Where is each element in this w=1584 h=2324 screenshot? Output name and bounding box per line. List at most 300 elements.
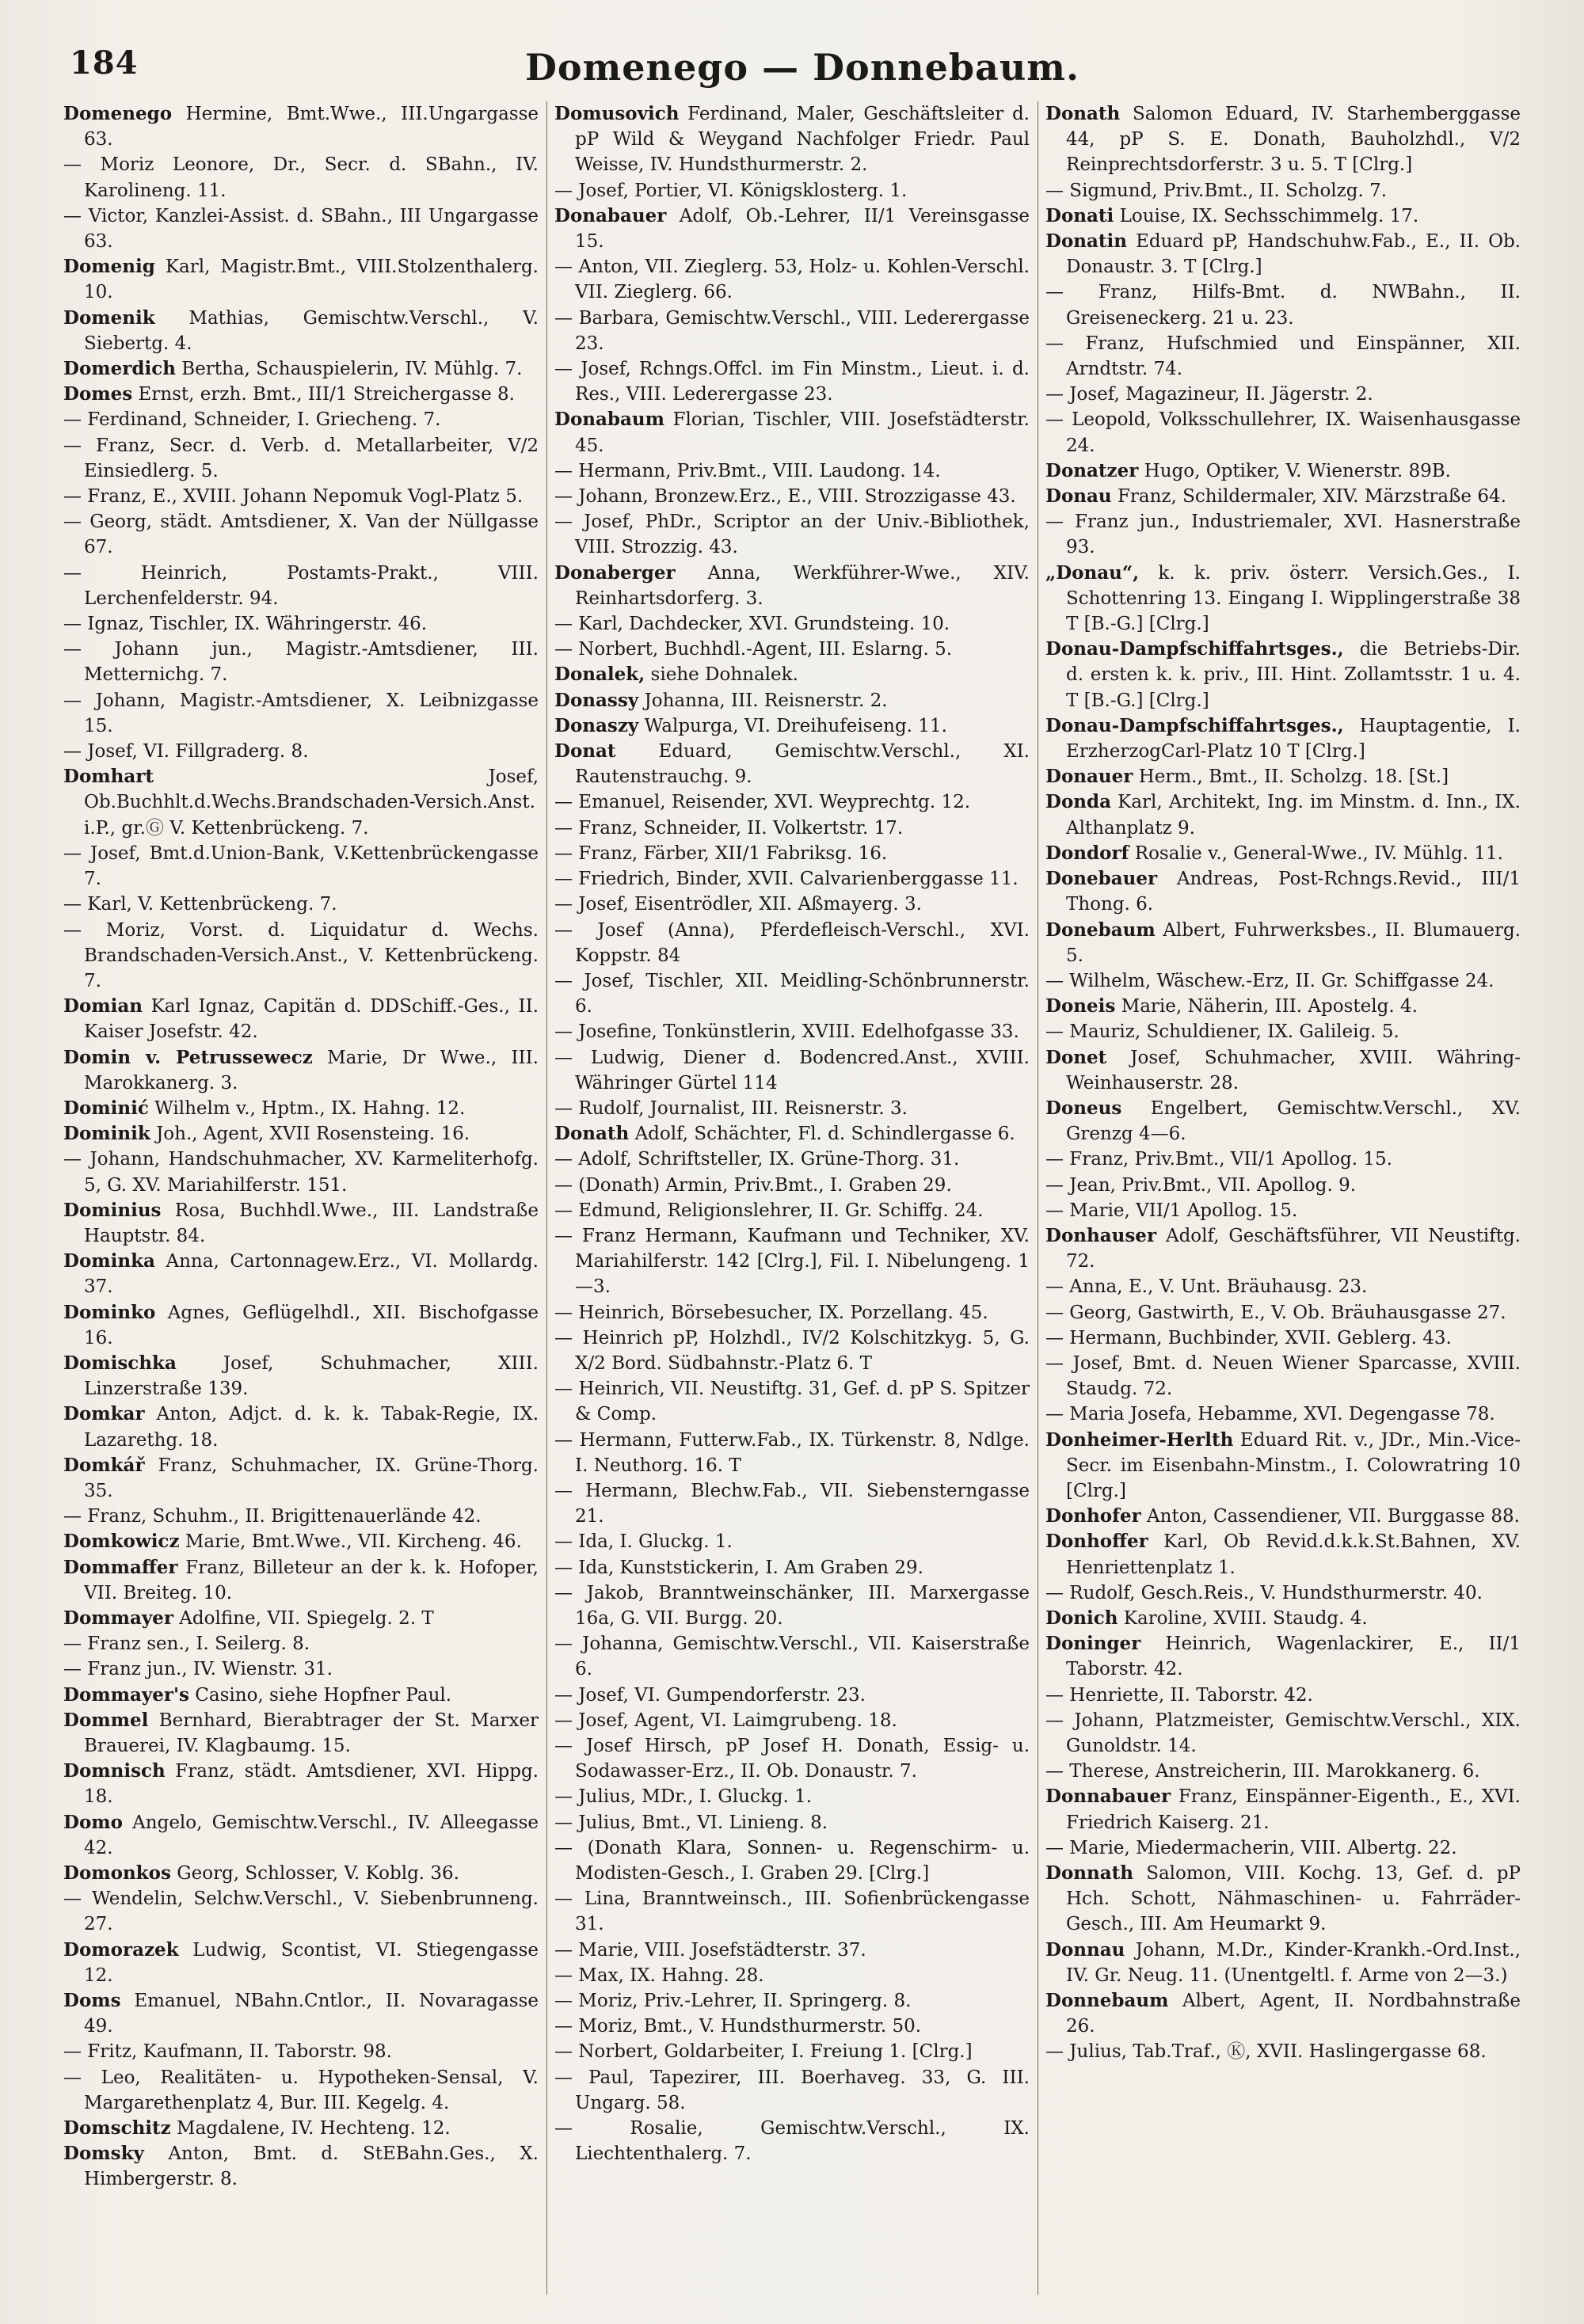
directory-entry xyxy=(554,2116,1030,2166)
entry-details: — Ludwig, Diener d. Bodencred.Anst., XVIII. Währinger Gürtel 114 xyxy=(554,1047,1030,1094)
directory-entry xyxy=(63,1045,539,1096)
directory-entry xyxy=(554,1683,1030,1708)
entry-details: Agnes, Geflügelhdl., XII. Bischofgasse 16. xyxy=(84,1302,539,1348)
entry-surname: Doneis xyxy=(1045,995,1116,1017)
entry-details: Ludwig, Scontist, VI. Stiegengasse 12. xyxy=(84,1939,539,1986)
directory-entry xyxy=(1045,1045,1521,1096)
entry-surname: Donati xyxy=(1045,204,1114,226)
directory-entry xyxy=(63,1708,539,1759)
column-1 xyxy=(63,101,539,2295)
entry-details: — Jean, Priv.Bmt., VII. Apollog. 9. xyxy=(1045,1174,1357,1196)
entry-surname: Domkář xyxy=(63,1454,145,1476)
directory-entry xyxy=(554,1198,1030,1223)
entry-details: — Rudolf, Gesch.Reis., V. Hundsthurmerstr. 40. xyxy=(1045,1582,1483,1603)
entry-details: Karoline, XVIII. Staudg. 4. xyxy=(1118,1607,1368,1629)
directory-entry xyxy=(554,101,1030,178)
column-2 xyxy=(554,101,1030,2295)
directory-entry xyxy=(554,484,1030,509)
entry-details: Ernst, erzh. Bmt., III/1 Streichergasse 8. xyxy=(132,384,515,405)
entry-details: — Maria Josefa, Hebamme, XVI. Degengasse 78. xyxy=(1045,1404,1495,1425)
directory-entry xyxy=(554,739,1030,789)
page-title: Domenego — Donnebaum. xyxy=(525,46,1079,89)
directory-columns xyxy=(63,101,1536,2303)
entry-details: Angelo, Gemischtw.Verschl., IV. Alleegasse 42. xyxy=(84,1812,539,1858)
entry-details: — Edmund, Religionslehrer, II. Gr. Schiffg. 24. xyxy=(554,1200,984,1221)
entry-details: — Johann, Handschuhmacher, XV. Karmeliterhofg. 5, G. XV. Mariahilferstr. 151. xyxy=(63,1149,539,1196)
directory-entry xyxy=(1045,407,1521,458)
entry-details: siehe Dohnalek. xyxy=(645,664,798,686)
entry-details: — Anna, E., V. Unt. Bräuhausg. 23. xyxy=(1045,1276,1368,1298)
directory-entry xyxy=(554,1631,1030,1682)
entry-surname: Domenego xyxy=(63,103,173,124)
entry-details: — Leopold, Volksschullehrer, IX. Waisenhausgasse 24. xyxy=(1045,409,1521,456)
entry-surname: Domenik xyxy=(63,306,155,329)
directory-entry xyxy=(63,739,539,764)
entry-details: Marie, Dr Wwe., III. Marokkanerg. 3. xyxy=(84,1047,539,1094)
directory-entry xyxy=(1045,1351,1521,1402)
entry-details: — Adolf, Schriftsteller, IX. Grüne-Thorg. 31. xyxy=(554,1149,960,1170)
directory-entry xyxy=(554,1045,1030,1096)
entry-surname: „Donau“, xyxy=(1045,561,1140,584)
entry-details: — Franz, E., XVIII. Johann Nepomuk Vogl-Platz 5. xyxy=(63,486,524,508)
directory-entry xyxy=(1045,841,1521,866)
entry-details: Andreas, Post-Rchngs.Revid., III/1 Thong. 6. xyxy=(1066,869,1521,915)
entry-details: Josef, Ob.Buchhlt.d.Wechs.Brandschaden-Versich.Anst. i.P., gr.Ⓖ V. Kettenbrückeng. 7. xyxy=(84,766,539,839)
entry-details: — Barbara, Gemischtw.Verschl., VIII. Lederergasse 23. xyxy=(554,307,1030,354)
directory-entry xyxy=(554,1708,1030,1733)
column-divider xyxy=(546,101,547,2295)
entry-details: — Marie, VII/1 Apollog. 15. xyxy=(1045,1200,1298,1221)
directory-entry xyxy=(554,254,1030,305)
entry-details: — Hermann, Buchbinder, XVII. Geblerg. 43. xyxy=(1045,1327,1452,1348)
entry-details: — Ida, I. Gluckg. 1. xyxy=(554,1531,733,1553)
entry-surname: Donebauer xyxy=(1045,868,1158,890)
entry-details: — Josef, Bmt.d.Union-Bank, V.Kettenbrückengasse 7. xyxy=(63,842,539,890)
directory-entry xyxy=(63,918,539,995)
entry-surname: Domes xyxy=(63,383,133,405)
entry-details: Bernhard, Bierabtrager der St. Marxer Brauerei, IV. Klagbaumg. 15. xyxy=(84,1710,539,1756)
directory-entry xyxy=(63,1988,539,2039)
directory-entry xyxy=(1045,1606,1521,1631)
entry-details: Johanna, III. Reisnerstr. 2. xyxy=(638,690,888,711)
directory-entry xyxy=(1045,1147,1521,1172)
entry-details: — Victor, Kanzlei-Assist. d. SBahn., III Ungargasse 63. xyxy=(63,205,539,253)
directory-entry xyxy=(63,203,539,254)
directory-entry xyxy=(63,101,539,152)
entry-details: Engelbert, Gemischtw.Verschl., XV. Grenzg 4—6. xyxy=(1066,1097,1521,1145)
entry-details: — Lina, Branntweinsch., III. Sofienbrückengasse 31. xyxy=(554,1888,1030,1935)
entry-details: Josef, Schuhmacher, XVIII. Währing-Weinhauserstr. 28. xyxy=(1066,1047,1521,1094)
entry-details: — Heinrich, Börsebesucher, IX. Porzellang. 45. xyxy=(554,1302,988,1323)
entry-surname: Donich xyxy=(1045,1607,1118,1629)
entry-surname: Donhoffer xyxy=(1045,1531,1148,1553)
entry-surname: Dominka xyxy=(63,1250,155,1272)
directory-entry xyxy=(554,1529,1030,1554)
directory-entry xyxy=(1045,101,1521,178)
directory-entry xyxy=(1045,1096,1521,1147)
directory-entry xyxy=(554,2065,1030,2116)
entry-details: — Josef (Anna), Pferdefleisch-Verschl., XVI. Koppstr. 84 xyxy=(554,919,1030,966)
entry-details: Mathias, Gemischtw.Verschl., V. Siebertg. 4. xyxy=(84,307,539,354)
entry-surname: Domerdich xyxy=(63,358,176,380)
directory-entry xyxy=(554,1428,1030,1478)
entry-details: — Franz, Priv.Bmt., VII/1 Apollog. 15. xyxy=(1045,1149,1392,1170)
directory-entry xyxy=(1045,1580,1521,1606)
entry-details: Rosa, Buchhdl.Wwe., III. Landstraße Hauptstr. 84. xyxy=(84,1200,539,1246)
directory-entry xyxy=(1045,1326,1521,1351)
entry-surname: Donnebaum xyxy=(1045,1990,1169,2012)
directory-entry xyxy=(554,637,1030,662)
directory-entry xyxy=(63,1759,539,1809)
entry-surname: Dominko xyxy=(63,1301,156,1323)
entry-details: — Marie, Miedermacherin, VIII. Albertg. 22. xyxy=(1045,1837,1457,1858)
entry-details: Johann, M.Dr., Kinder-Krankh.-Ord.Inst., IV. Gr. Neug. 11. (Unentgeltl. f. Arme von 2—3.) xyxy=(1066,1939,1521,1986)
directory-entry xyxy=(554,1963,1030,1988)
entry-details: — Julius, MDr., I. Gluckg. 1. xyxy=(554,1786,813,1808)
entry-details: — Norbert, Buchhdl.-Agent, III. Eslarng. 5. xyxy=(554,639,953,660)
directory-entry xyxy=(1045,1631,1521,1682)
directory-entry xyxy=(554,918,1030,968)
entry-details: Georg, Schlosser, V. Koblg. 36. xyxy=(170,1863,459,1885)
entry-details: Anton, Adjct. d. k. k. Tabak-Regie, IX. Lazarethg. 18. xyxy=(84,1404,539,1451)
entry-surname: Domusovich xyxy=(554,103,680,124)
entry-details: Franz, Schildermaler, XIV. Märzstraße 64. xyxy=(1111,486,1506,508)
entry-details: — Franz Hermann, Kaufmann und Techniker, XV. Mariahilferstr. 142 [Clrg.], Fil. I. Nibelungeng. 1—3. xyxy=(554,1225,1030,1298)
directory-entry xyxy=(554,1988,1030,2014)
directory-entry xyxy=(63,688,539,739)
entry-details: Walpurga, VI. Dreihufeiseng. 11. xyxy=(638,715,947,736)
directory-entry xyxy=(1045,280,1521,330)
directory-entry xyxy=(554,1886,1030,1937)
directory-entry xyxy=(554,1478,1030,1529)
entry-details: — Julius, Tab.Traf., Ⓚ, XVII. Haslingergasse 68. xyxy=(1045,2041,1487,2063)
entry-details: — Leo, Realitäten- u. Hypotheken-Sensal, V. Margarethenplatz 4, Bur. III. Kegelg. 4. xyxy=(63,2067,539,2113)
entry-details: — Franz jun., IV. Wienstr. 31. xyxy=(63,1659,333,1680)
entry-surname: Domschitz xyxy=(63,2117,171,2140)
directory-entry xyxy=(63,1300,539,1351)
entry-surname: Donath xyxy=(1045,103,1121,124)
directory-entry xyxy=(63,2116,539,2141)
directory-entry xyxy=(1045,1784,1521,1835)
directory-entry xyxy=(554,458,1030,484)
entry-details: — Moriz Leonore, Dr., Secr. d. SBahn., IV. Karolineng. 11. xyxy=(63,154,539,201)
directory-entry xyxy=(63,1121,539,1147)
column-3 xyxy=(1045,101,1521,2295)
directory-entry xyxy=(1045,1223,1521,1274)
directory-entry xyxy=(554,1173,1030,1198)
entry-details: Salomon, VIII. Kochg. 13, Gef. d. pP Hch. Schott, Nähmaschinen- u. Fahrräder-Gesch., III. Am Heumarkt 9. xyxy=(1066,1863,1521,1935)
directory-entry xyxy=(554,662,1030,687)
directory-entry xyxy=(1045,1428,1521,1504)
entry-surname: Donebaum xyxy=(1045,919,1156,941)
entry-surname: Dominius xyxy=(63,1199,162,1221)
directory-entry xyxy=(554,1147,1030,1172)
entry-details: — Franz, Hufschmied und Einspänner, XII. Arndtstr. 74. xyxy=(1045,333,1521,380)
directory-entry xyxy=(63,1810,539,1861)
entry-details: — Paul, Tapezirer, III. Boerhaveg. 33, G. III. Ungarg. 58. xyxy=(554,2067,1030,2113)
directory-entry xyxy=(63,1529,539,1554)
entry-surname: Donat xyxy=(554,740,616,763)
entry-details: — Julius, Bmt., VI. Linieng. 8. xyxy=(554,1812,828,1833)
entry-details: Hauptagentie, I. ErzherzogCarl-Platz 10 T [Clrg.] xyxy=(1066,715,1521,763)
entry-details: Albert, Fuhrwerksbes., II. Blumauerg. 5. xyxy=(1066,919,1521,966)
entry-details: — Johann, Bronzew.Erz., E., VIII. Strozzigasse 43. xyxy=(554,486,1016,508)
entry-details: Florian, Tischler, VIII. Josefstädterstr. 45. xyxy=(575,409,1030,456)
entry-details: — Sigmund, Priv.Bmt., II. Scholzg. 7. xyxy=(1045,180,1388,201)
directory-entry xyxy=(1045,1173,1521,1198)
entry-details: Adolf, Geschäftsführer, VII Neustiftg. 72. xyxy=(1066,1225,1521,1272)
entry-surname: Donet xyxy=(1045,1046,1107,1068)
entry-details: — Therese, Anstreicherin, III. Marokkanerg. 6. xyxy=(1045,1761,1480,1782)
entry-surname: Donau-Dampfschiffahrtsges., xyxy=(1045,638,1344,660)
entry-details: Karl, Ob Revid.d.k.k.St.Bahnen, XV. Henriettenplatz 1. xyxy=(1066,1531,1521,1578)
entry-details: — Heinrich pP, Holzhdl., IV/2 Kolschitzkyg. 5, G. X/2 Bord. Südbahnstr.-Platz 6. T xyxy=(554,1327,1030,1374)
entry-details: Marie, Näherin, III. Apostelg. 4. xyxy=(1115,996,1418,1017)
entry-details: — Franz, Schneider, II. Volkertstr. 17. xyxy=(554,817,904,839)
entry-details: — Norbert, Goldarbeiter, I. Freiung 1. [Clrg.] xyxy=(554,2041,973,2063)
entry-details: — Wendelin, Selchw.Verschl., V. Siebenbrunneng. 27. xyxy=(63,1888,539,1935)
directory-entry xyxy=(554,866,1030,892)
directory-entry xyxy=(1045,713,1521,764)
entry-details: Franz, Einspänner-Eigenth., E., XVI. Friedrich Kaiserg. 21. xyxy=(1066,1786,1521,1833)
entry-details: Adolf, Ob.-Lehrer, II/1 Vereinsgasse 15. xyxy=(575,205,1030,253)
entry-details: Casino, siehe Hopfner Paul. xyxy=(188,1684,452,1706)
entry-details: — Hermann, Priv.Bmt., VIII. Laudong. 14. xyxy=(554,460,941,481)
directory-entry xyxy=(63,152,539,203)
entry-details: — Franz sen., I. Seilerg. 8. xyxy=(63,1634,310,1655)
directory-entry xyxy=(63,1656,539,1682)
directory-entry xyxy=(554,968,1030,1019)
entry-details: Ferdinand, Maler, Geschäftsleiter d. pP Wild & Weygand Nachfolger Friedr. Paul Weisse, IV. Hundsthurmerstr. 2. xyxy=(575,104,1030,176)
entry-surname: Domischka xyxy=(63,1352,177,1374)
directory-entry xyxy=(1045,1938,1521,1988)
directory-entry xyxy=(1045,203,1521,229)
directory-entry xyxy=(63,2065,539,2116)
entry-details: — Emanuel, Reisender, XVI. Weyprechtg. 12. xyxy=(554,792,971,813)
entry-details: — Jakob, Branntweinschänker, III. Marxergasse 16a, G. VII. Burgg. 20. xyxy=(554,1582,1030,1629)
directory-entry xyxy=(63,1606,539,1631)
entry-surname: Donauer xyxy=(1045,766,1133,788)
entry-details: — Josef, Agent, VI. Laimgrubeng. 18. xyxy=(554,1710,897,1731)
entry-surname: Doms xyxy=(63,1990,121,2012)
entry-surname: Dommayer's xyxy=(63,1683,189,1706)
entry-surname: Domhart xyxy=(63,766,154,788)
entry-surname: Donabauer xyxy=(554,204,667,226)
entry-details: Adolfine, VII. Spiegelg. 2. T xyxy=(173,1607,434,1629)
entry-surname: Donabaum xyxy=(554,409,664,431)
directory-entry xyxy=(1045,1402,1521,1427)
entry-details: Wilhelm v., Hptm., IX. Hahng. 12. xyxy=(148,1097,466,1119)
entry-details: Hugo, Optiker, V. Wienerstr. 89B. xyxy=(1138,460,1451,481)
directory-entry xyxy=(1045,382,1521,407)
entry-details: — Marie, VIII. Josefstädterstr. 37. xyxy=(554,1939,866,1961)
entry-surname: Donalek, xyxy=(554,664,645,686)
entry-surname: Dommayer xyxy=(63,1607,173,1629)
entry-details: — Josef, Bmt. d. Neuen Wiener Sparcasse, XVIII. Staudg. 72. xyxy=(1045,1352,1521,1400)
entry-surname: Donnabauer xyxy=(1045,1786,1171,1808)
directory-entry xyxy=(554,1784,1030,1809)
entry-details: — Josef, Portier, VI. Königsklosterg. 1. xyxy=(554,180,908,201)
entry-surname: Domian xyxy=(63,995,143,1017)
entry-details: k. k. priv. österr. Versich.Ges., I. Schottenring 13. Eingang I. Wipplingerstraße 38 T [B.-G.] [Clrg.] xyxy=(1066,562,1521,635)
entry-details: — Georg, Gastwirth, E., V. Ob. Bräuhausgasse 27. xyxy=(1045,1302,1506,1323)
directory-entry xyxy=(1045,2039,1521,2064)
entry-details: Anton, Bmt. d. StEBahn.Ges., X. Himbergerstr. 8. xyxy=(84,2143,539,2190)
directory-entry xyxy=(554,1326,1030,1376)
entry-details: Herm., Bmt., II. Scholzg. 18. [St.] xyxy=(1133,766,1449,788)
directory-entry xyxy=(63,1351,539,1402)
directory-entry xyxy=(63,433,539,484)
directory-entry xyxy=(1045,918,1521,968)
directory-entry xyxy=(554,178,1030,203)
directory-entry xyxy=(63,1886,539,1937)
entry-details: — Hermann, Futterw.Fab., IX. Türkenstr. 8, Ndlge. I. Neuthorg. 16. T xyxy=(554,1429,1030,1476)
entry-surname: Doneus xyxy=(1045,1097,1122,1119)
entry-details: — Franz, Secr. d. Verb. d. Metallarbeiter, V/2 Einsiedlerg. 5. xyxy=(63,435,539,481)
entry-surname: Doninger xyxy=(1045,1633,1141,1655)
entry-details: Eduard pP, Handschuhw.Fab., E., II. Ob. Donaustr. 3. T [Clrg.] xyxy=(1066,231,1521,278)
directory-entry xyxy=(554,713,1030,739)
entry-details: — Franz, Hilfs-Bmt. d. NWBahn., II. Greiseneckerg. 21 u. 23. xyxy=(1045,282,1521,329)
directory-entry xyxy=(63,1249,539,1299)
entry-details: Franz, städt. Amtsdiener, XVI. Hippg. 18. xyxy=(84,1761,539,1808)
entry-details: — Josef Hirsch, pP Josef H. Donath, Essig- u. Sodawasser-Erz., II. Ob. Donaustr. 7. xyxy=(554,1736,1030,1782)
page-number: 184 xyxy=(70,44,139,82)
entry-details: — Josef, Rchngs.Offcl. im Fin Minstm., Lieut. i. d. Res., VIII. Lederergasse 23. xyxy=(554,359,1030,405)
entry-surname: Domin v. Petrussewecz xyxy=(63,1046,313,1068)
directory-entry xyxy=(1045,229,1521,280)
directory-entry xyxy=(63,509,539,560)
entry-details: — Georg, städt. Amtsdiener, X. Van der Nüllgasse 67. xyxy=(63,512,539,558)
entry-surname: Domkowicz xyxy=(63,1531,180,1553)
entry-surname: Donaberger xyxy=(554,561,676,584)
entry-details: — Ferdinand, Schneider, I. Griecheng. 7. xyxy=(63,409,441,431)
directory-entry xyxy=(63,611,539,637)
directory-entry xyxy=(1045,1019,1521,1044)
directory-entry xyxy=(1045,1708,1521,1759)
entry-surname: Domorazek xyxy=(63,1938,179,1961)
entry-details: — Johanna, Gemischtw.Verschl., VII. Kaiserstraße 6. xyxy=(554,1634,1030,1680)
entry-details: — Friedrich, Binder, XVII. Calvarienberggasse 11. xyxy=(554,869,1019,890)
directory-entry xyxy=(63,1555,539,1606)
directory-entry xyxy=(63,1453,539,1504)
directory-entry xyxy=(63,561,539,611)
directory-entry xyxy=(554,688,1030,713)
entry-details: Franz, Schuhmacher, IX. Grüne-Thorg. 35. xyxy=(84,1455,539,1501)
entry-details: Albert, Agent, II. Nordbahnstraße 26. xyxy=(1066,1991,1521,2037)
directory-entry xyxy=(63,1198,539,1249)
entry-details: — Johann, Magistr.-Amtsdiener, X. Leibnizgasse 15. xyxy=(63,690,539,736)
directory-entry xyxy=(63,994,539,1044)
directory-entry xyxy=(554,1121,1030,1147)
directory-entry xyxy=(554,892,1030,917)
entry-details: Karl, Architekt, Ing. im Minstm. d. Inn., IX. Althanplatz 9. xyxy=(1066,792,1521,839)
entry-details: — Moriz, Vorst. d. Liquidatur d. Wechs. Brandschaden-Versich.Anst., V. Kettenbrückeng. 7. xyxy=(63,919,539,991)
entry-details: Karl, Magistr.Bmt., VIII.Stolzenthalerg. 10. xyxy=(84,257,539,303)
entry-details: Rosalie v., General-Wwe., IV. Mühlg. 11. xyxy=(1129,842,1503,864)
entry-surname: Donheimer-Herlth xyxy=(1045,1428,1234,1451)
entry-details: Anton, Cassendiener, VII. Burggasse 88. xyxy=(1140,1506,1520,1527)
directory-entry xyxy=(554,841,1030,866)
directory-entry xyxy=(554,2039,1030,2064)
entry-details: Joh., Agent, XVII Rosensteing. 16. xyxy=(150,1124,470,1145)
entry-details: — Henriette, II. Taborstr. 42. xyxy=(1045,1684,1313,1706)
entry-details: — Ignaz, Tischler, IX. Währingerstr. 46. xyxy=(63,614,428,635)
directory-entry xyxy=(554,561,1030,611)
entry-surname: Donnath xyxy=(1045,1862,1133,1885)
directory-entry xyxy=(554,2014,1030,2039)
page-header xyxy=(70,38,1535,101)
entry-details: Eduard, Gemischtw.Verschl., XI. Rautenstrauchg. 9. xyxy=(575,741,1030,788)
entry-details: Magdalene, IV. Hechteng. 12. xyxy=(170,2118,451,2140)
directory-entry xyxy=(1045,764,1521,789)
directory-entry xyxy=(63,1683,539,1708)
directory-entry xyxy=(63,892,539,917)
entry-details: Emanuel, NBahn.Cntlor., II. Novaragasse 49. xyxy=(84,1991,539,2037)
entry-details: Eduard Rit. v., JDr., Min.-Vice-Secr. im Eisenbahn-Minstm., I. Colowratring 10 [Clrg.] xyxy=(1066,1429,1521,1501)
entry-details: Louise, IX. Sechsschimmelg. 17. xyxy=(1114,205,1419,226)
entry-details: — Josef, Eisentrödler, XII. Aßmayerg. 3. xyxy=(554,894,922,915)
entry-details: — Max, IX. Hahng. 28. xyxy=(554,1965,764,1986)
directory-entry xyxy=(63,764,539,841)
directory-entry xyxy=(554,1300,1030,1326)
directory-entry xyxy=(1045,1835,1521,1861)
directory-entry xyxy=(63,1938,539,1988)
entry-details: Karl Ignaz, Capitän d. DDSchiff.-Ges., II. Kaiser Josefstr. 42. xyxy=(84,996,539,1043)
entry-details: Hermine, Bmt.Wwe., III.Ungargasse 63. xyxy=(84,104,539,150)
entry-details: — Hermann, Blechw.Fab., VII. Siebensterngasse 21. xyxy=(554,1480,1030,1527)
directory-entry xyxy=(1045,1300,1521,1326)
directory-entry xyxy=(1045,1759,1521,1784)
entry-details: Franz, Billeteur an der k. k. Hofoper, VII. Breiteg. 10. xyxy=(84,1557,539,1603)
entry-details: — Josef, PhDr., Scriptor an der Univ.-Bibliothek, VIII. Strozzig. 43. xyxy=(554,512,1030,558)
directory-entry xyxy=(554,1810,1030,1835)
directory-entry xyxy=(554,1096,1030,1121)
entry-details: — (Donath) Armin, Priv.Bmt., I. Graben 29. xyxy=(554,1174,952,1196)
entry-details: Marie, Bmt.Wwe., VII. Kircheng. 46. xyxy=(179,1531,522,1553)
directory-entry xyxy=(63,1861,539,1886)
directory-entry xyxy=(63,254,539,305)
directory-entry xyxy=(1045,1274,1521,1299)
entry-details: — Josef, VI. Gumpendorferstr. 23. xyxy=(554,1684,866,1706)
directory-entry xyxy=(554,611,1030,637)
directory-entry xyxy=(1045,178,1521,203)
directory-entry xyxy=(1045,1988,1521,2039)
entry-surname: Donatin xyxy=(1045,230,1127,253)
directory-entry xyxy=(63,841,539,892)
entry-details: — Franz, Schuhm., II. Brigittenauerlände 42. xyxy=(63,1506,482,1527)
directory-entry xyxy=(554,1376,1030,1427)
entry-details: — Josef, Tischler, XII. Meidling-Schönbrunnerstr. 6. xyxy=(554,970,1030,1017)
entry-details: — Josef, VI. Fillgraderg. 8. xyxy=(63,741,309,763)
entry-surname: Donhauser xyxy=(1045,1224,1157,1246)
entry-surname: Dondorf xyxy=(1045,842,1129,864)
entry-surname: Dommaffer xyxy=(63,1556,178,1578)
entry-details: — (Donath Klara, Sonnen- u. Regenschirm- u. Modisten-Gesch., I. Graben 29. [Clrg.] xyxy=(554,1837,1030,1885)
directory-entry xyxy=(63,1402,539,1452)
directory-entry xyxy=(63,356,539,382)
entry-details: Heinrich, Wagenlackirer, E., II/1 Taborstr. 42. xyxy=(1066,1634,1521,1680)
entry-details: — Anton, VII. Zieglerg. 53, Holz- u. Kohlen-Verschl. VII. Zieglerg. 66. xyxy=(554,257,1030,303)
entry-details: — Karl, Dachdecker, XVI. Grundsteing. 10. xyxy=(554,614,950,635)
entry-surname: Dommel xyxy=(63,1709,149,1731)
directory-entry xyxy=(1045,968,1521,994)
directory-entry xyxy=(1045,1861,1521,1938)
directory-entry xyxy=(1045,1529,1521,1580)
directory-entry xyxy=(63,484,539,509)
entry-surname: Donau-Dampfschiffahrtsges., xyxy=(1045,714,1344,736)
entry-details: Anna, Cartonnagew.Erz., VI. Mollardg. 37. xyxy=(84,1251,539,1298)
